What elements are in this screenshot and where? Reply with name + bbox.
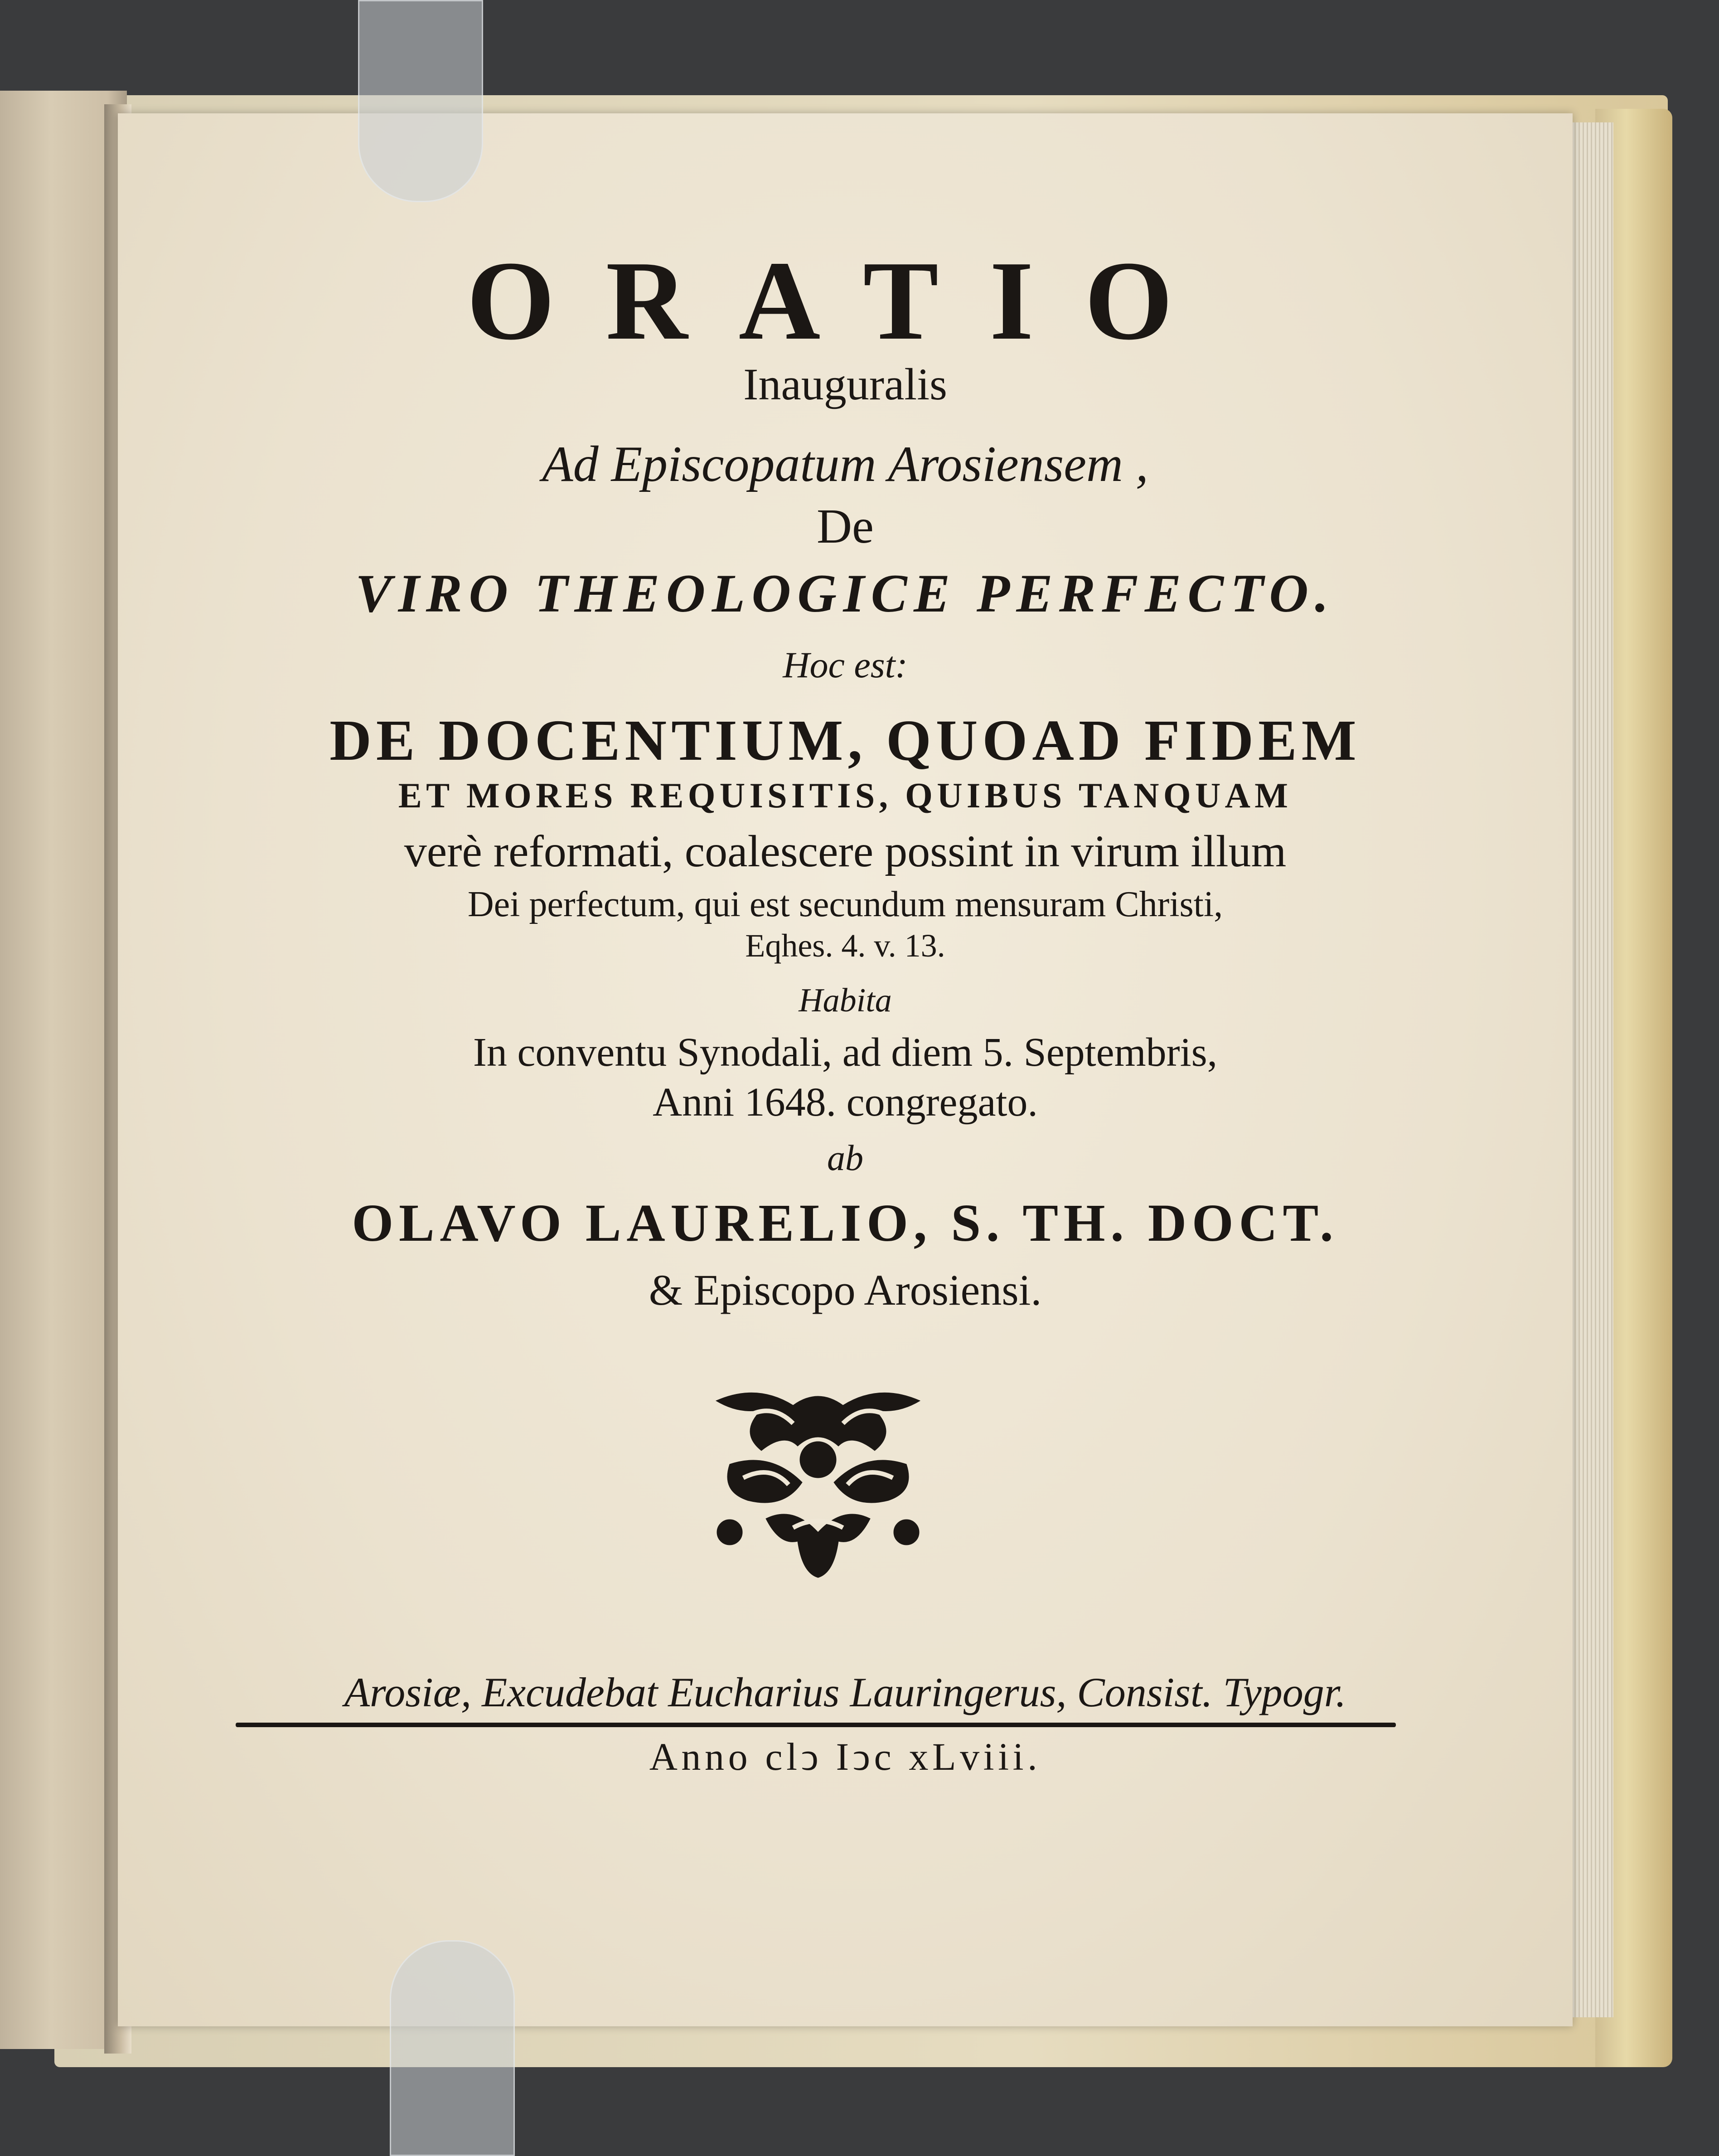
line-hoc-est: Hoc est: — [783, 644, 908, 685]
line-dei-perfectum: Dei perfectum, qui est secundum mensuram Christi, — [467, 884, 1223, 924]
imprint-line: Arosiæ, Excudebat Eucharius Lauringerus, Consist. Typogr. — [344, 1669, 1346, 1715]
line-docentium: DE DOCENTIUM, QUOAD FIDEM — [329, 708, 1361, 772]
line-viro-theologice: VIRO THEOLOGICE PERFECTO. — [355, 563, 1335, 623]
author-name: OLAVO LAURELIO, S. TH. DOCT. — [352, 1193, 1339, 1253]
line-anni: Anni 1648. congregato. — [653, 1080, 1038, 1125]
top-plastic-clip — [358, 0, 483, 202]
line-vere-reformati: verè reformati, coalescere possint in virum illum — [404, 826, 1287, 876]
author-title: & Episcopo Arosiensi. — [649, 1266, 1042, 1314]
printers-ornament-icon — [702, 1383, 934, 1582]
publication-year: Anno clↄ Iↄc xLviii. — [649, 1735, 1041, 1778]
line-mores: ET MORES REQUISITIS, QUIBUS TANQUAM — [398, 776, 1293, 815]
line-habita: Habita — [799, 982, 892, 1019]
line-ephes: Eqhes. 4. v. 13. — [745, 927, 945, 964]
line-inauguralis: Inauguralis — [743, 359, 947, 409]
line-ab: ab — [827, 1138, 863, 1178]
line-conventu: In conventu Synodali, ad diem 5. Septembris, — [473, 1030, 1218, 1075]
bottom-plastic-clip — [390, 1940, 515, 2156]
imprint-rule — [236, 1723, 1396, 1727]
line-de: De — [817, 500, 874, 554]
line-ad-episcopatum: Ad Episcopatum Arosiensem , — [542, 436, 1148, 492]
page-title: ORATIO — [466, 238, 1224, 364]
